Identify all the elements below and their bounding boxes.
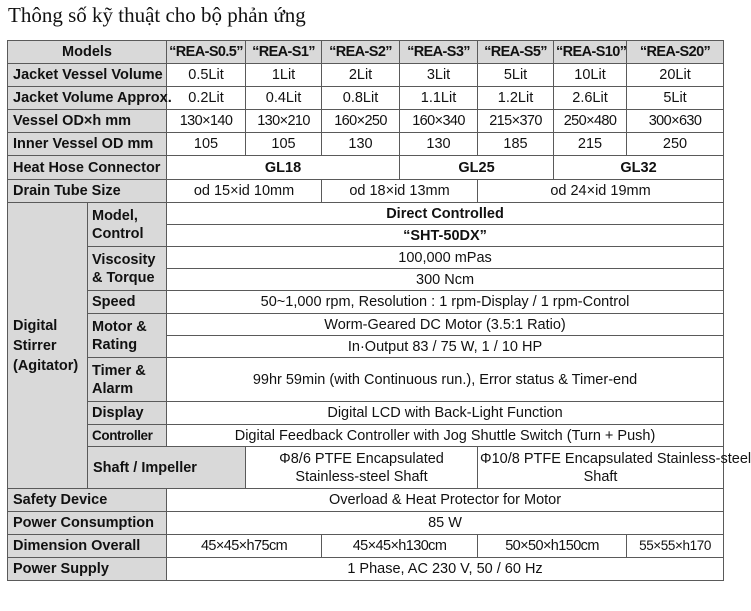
cell: 0.2Lit: [167, 87, 246, 110]
model-header: “REA-S3”: [400, 41, 478, 64]
cell: 130: [400, 133, 478, 156]
cell: 185: [478, 133, 554, 156]
power-consumption-row: [8, 512, 724, 535]
row-label: Shaft / Impeller: [88, 447, 246, 489]
page-title: Thông số kỹ thuật cho bộ phản ứng: [8, 3, 306, 27]
row-label: Power Consumption: [8, 512, 167, 535]
row-label: Inner Vessel OD mm: [8, 133, 167, 156]
row-label: Vessel OD×h mm: [8, 110, 167, 133]
sub-label-line: Motor &: [92, 318, 147, 335]
cell: 45×45×h75cm: [167, 535, 322, 558]
model-control-value: Direct Controlled: [167, 203, 724, 225]
cell: GL18: [167, 156, 400, 180]
cell: 5Lit: [627, 87, 724, 110]
sub-label-line: Timer &: [92, 362, 146, 379]
viscosity-value: 100,000 mPas: [167, 247, 724, 269]
cell: 50×50×h150cm: [478, 535, 627, 558]
cell: GL32: [554, 156, 724, 180]
cell: 20Lit: [627, 64, 724, 87]
model-header: “REA-S5”: [478, 41, 554, 64]
torque-value: 300 Ncm: [167, 269, 724, 291]
row-label: Safety Device: [8, 489, 167, 512]
sub-label-line: & Torque: [92, 269, 155, 286]
jacket-approx-row: [8, 87, 724, 110]
cell: 1Lit: [246, 64, 322, 87]
cell: 250×480: [554, 110, 627, 133]
shaft-value-a: [246, 447, 478, 489]
viscosity-label: [88, 247, 167, 291]
shaft-line: Φ10/8 PTFE Encapsulated Stainless-steel: [480, 450, 751, 467]
cell: 130×210: [246, 110, 322, 133]
motor-row-1: [8, 314, 724, 336]
models-label: Models: [8, 41, 167, 64]
controller-value: Digital Feedback Controller with Jog Shuttle Switch (Turn + Push): [167, 425, 724, 447]
power-supply-row: [8, 558, 724, 581]
spec-table: [7, 40, 751, 581]
shaft-row: [8, 447, 724, 489]
motor-label: [88, 314, 167, 358]
shaft-line: Φ8/6 PTFE Encapsulated: [279, 450, 444, 467]
motor-value: Worm-Geared DC Motor (3.5:1 Ratio): [167, 314, 724, 336]
power-supply-value: 1 Phase, AC 230 V, 50 / 60 Hz: [167, 558, 724, 581]
shaft-value-b: [478, 447, 751, 489]
model-header: “REA-S1”: [246, 41, 322, 64]
sub-label-line: Alarm: [92, 380, 134, 397]
timer-row: [8, 358, 724, 402]
cell: 215×370: [478, 110, 554, 133]
cell: od 15×id 10mm: [167, 180, 322, 203]
display-label: Display: [88, 402, 167, 425]
model-header: “REA-S2”: [322, 41, 400, 64]
jacket-volume-row: [8, 64, 724, 87]
vessel-od-row: [8, 110, 724, 133]
model-control-value: “SHT-50DX”: [167, 225, 724, 247]
cell: 130: [322, 133, 400, 156]
model-control-label: [88, 203, 167, 247]
cell: 10Lit: [554, 64, 627, 87]
controller-label: Controller: [88, 425, 167, 447]
stirrer-label-line: (Agitator): [13, 357, 79, 374]
shaft-line: Stainless-steel Shaft: [295, 468, 428, 485]
cell: 105: [246, 133, 322, 156]
cell: 5Lit: [478, 64, 554, 87]
cell: 45×45×h130cm: [322, 535, 478, 558]
inner-od-row: [8, 133, 724, 156]
sub-label-line: Model,: [92, 207, 138, 224]
speed-label: Speed: [88, 291, 167, 314]
cell: 215: [554, 133, 627, 156]
sub-label-line: Viscosity: [92, 251, 156, 268]
viscosity-row-1: [8, 247, 724, 269]
cell: 55×55×h170: [627, 535, 724, 558]
row-label: Power Supply: [8, 558, 167, 581]
cell: 105: [167, 133, 246, 156]
cell: 160×250: [322, 110, 400, 133]
model-header: “REA-S20”: [627, 41, 724, 64]
power-consumption-value: 85 W: [167, 512, 724, 535]
cell: od 18×id 13mm: [322, 180, 478, 203]
stirrer-label-line: Digital: [13, 317, 58, 334]
sub-label-line: Rating: [92, 336, 138, 353]
safety-value: Overload & Heat Protector for Motor: [167, 489, 724, 512]
timer-value: 99hr 59min (with Continuous run.), Error status & Timer-end: [167, 358, 724, 402]
cell: 250: [627, 133, 724, 156]
cell: 1.2Lit: [478, 87, 554, 110]
sub-label-line: Control: [92, 225, 144, 242]
shaft-line: Shaft: [583, 468, 618, 485]
cell: 3Lit: [400, 64, 478, 87]
display-row: [8, 402, 724, 425]
cell: 160×340: [400, 110, 478, 133]
controller-row: [8, 425, 724, 447]
row-label: Drain Tube Size: [8, 180, 167, 203]
speed-row: [8, 291, 724, 314]
cell: 0.5Lit: [167, 64, 246, 87]
stirrer-label-line: Stirrer: [13, 337, 57, 354]
cell: 130×140: [167, 110, 246, 133]
cell: 0.8Lit: [322, 87, 400, 110]
stirrer-label: [8, 203, 88, 489]
row-label: Jacket Vessel Volume: [8, 64, 167, 87]
row-label: Dimension Overall: [8, 535, 167, 558]
drain-tube-row: [8, 180, 724, 203]
row-label: Jacket Volume Approx.: [8, 87, 167, 110]
heat-hose-row: [8, 156, 724, 180]
model-header: “REA-S10”: [554, 41, 627, 64]
cell: 300×630: [627, 110, 724, 133]
row-label: Heat Hose Connector: [8, 156, 167, 180]
safety-row: [8, 489, 724, 512]
stirrer-model-row-1: [8, 203, 724, 225]
cell: GL25: [400, 156, 554, 180]
model-header: “REA-S0.5”: [167, 41, 246, 64]
models-row: [8, 41, 724, 64]
cell: 0.4Lit: [246, 87, 322, 110]
speed-value: 50~1,000 rpm, Resolution : 1 rpm-Display / 1 rpm-Control: [167, 291, 724, 314]
cell: 2.6Lit: [554, 87, 627, 110]
cell: od 24×id 19mm: [478, 180, 724, 203]
timer-label: [88, 358, 167, 402]
rating-value: In·Output 83 / 75 W, 1 / 10 HP: [167, 336, 724, 358]
cell: 2Lit: [322, 64, 400, 87]
cell: 1.1Lit: [400, 87, 478, 110]
dimension-row: [8, 535, 724, 558]
display-value: Digital LCD with Back-Light Function: [167, 402, 724, 425]
